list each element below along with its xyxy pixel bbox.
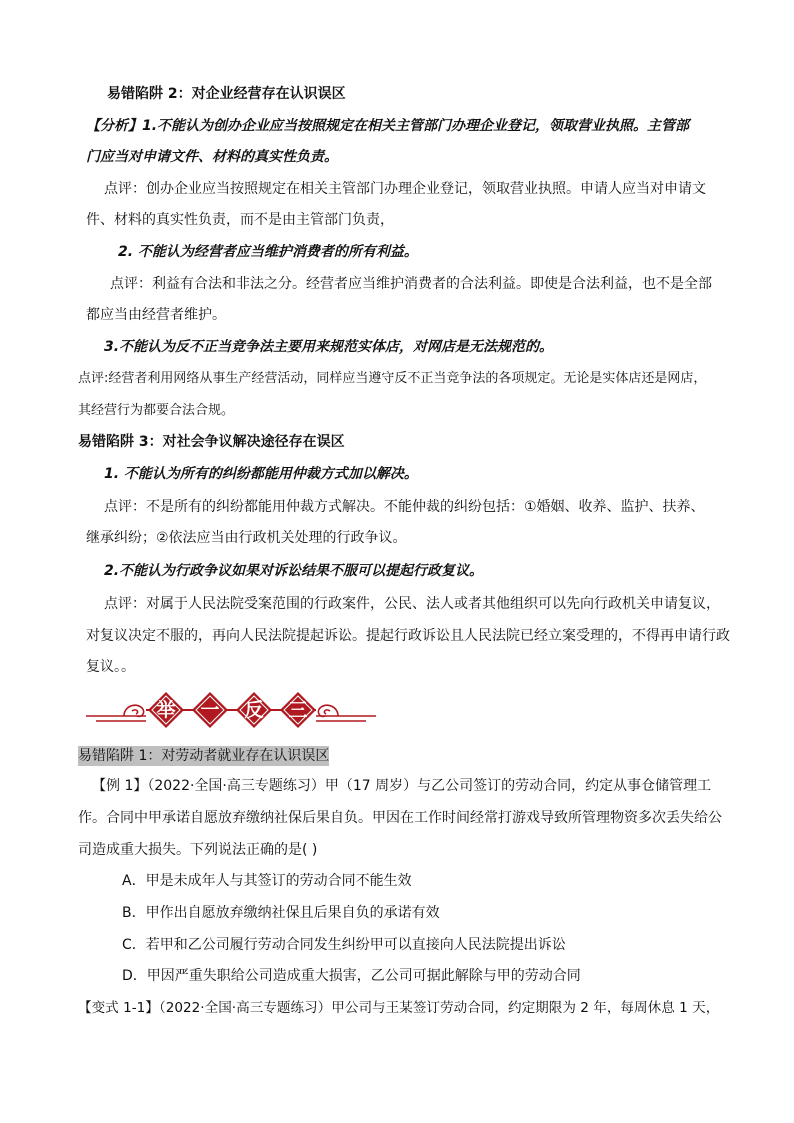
example-question-line3: 司造成重大损失。下列说法正确的是( ) bbox=[78, 842, 318, 858]
banner-char-3: 反 bbox=[244, 699, 264, 721]
example-option-b: B．甲作出自愿放弃缴纳社保且后果自负的承诺有效 bbox=[122, 905, 440, 921]
trap2-analysis-line1: 【分析】1.不能认为创办企业应当按照规定在相关主管部门办理企业登记，领取营业执照。主管部 bbox=[86, 118, 690, 134]
trap3-heading: 易错陷阱 3：对社会争议解决途径存在误区 bbox=[78, 434, 345, 450]
banner-badge-3 bbox=[236, 692, 272, 728]
trap3-comment1-line1: 点评：不是所有的纠纷都能用仲裁方式解决。不能仲裁的纠纷包括：①婚姻、收养、监护、扶养、 bbox=[104, 499, 705, 515]
banner-badge-4 bbox=[280, 692, 316, 728]
banner-decoration bbox=[84, 688, 378, 734]
example-variant-line1: 【变式 1-1】（2022·全国·高三专题练习）甲公司与王某签订劳动合同，约定期限为 2 年，每周休息 1 天， bbox=[78, 1000, 720, 1016]
example-option-d: D．甲因严重失职给公司造成重大损害，乙公司可据此解除与甲的劳动合同 bbox=[122, 968, 581, 984]
trap2-point3: 3.不能认为反不正当竞争法主要用来规范实体店，对网店是无法规范的。 bbox=[104, 339, 554, 355]
trap2-comment2-line1: 点评：利益有合法和非法之分。经营者应当维护消费者的合法利益。即使是合法利益，也不是全部 bbox=[110, 276, 712, 292]
trap2-comment3-line2: 其经营行为都要合法合规。 bbox=[78, 403, 235, 418]
example-option-a: A．甲是未成年人与其签订的劳动合同不能生效 bbox=[122, 873, 412, 889]
banner-badge-2 bbox=[192, 692, 228, 728]
banner-char-1: 举 bbox=[156, 699, 176, 721]
banner-char-4: 三 bbox=[288, 699, 308, 721]
trap3-comment2-line2: 对复议决定不服的，再向人民法院提起诉讼。提起行政诉讼且人民法院已经立案受理的，不得再申请行政 bbox=[86, 628, 730, 644]
banner-char-2: 一 bbox=[200, 699, 220, 721]
trap2-comment2-line2: 都应当由经营者维护。 bbox=[86, 307, 226, 323]
section-banner bbox=[84, 688, 378, 734]
trap2-comment1-line2: 件、材料的真实性负责，而不是由主管部门负责， bbox=[86, 212, 394, 228]
example-trap-heading: 易错陷阱 1：对劳动者就业存在认识误区 bbox=[78, 748, 330, 764]
example-question-line2: 作。合同中甲承诺自愿放弃缴纳社保后果自负。甲因在工作时间经常打游戏导致所管理物资多次丢失给公 bbox=[78, 810, 722, 826]
trap2-comment3-line1: 点评:经营者利用网络从事生产经营活动，同样应当遵守反不正当竞争法的各项规定。无论是实体店还是网店， bbox=[78, 371, 707, 386]
trap3-comment1-line2: 继承纠纷；②依法应当由行政机关处理的行政争议。 bbox=[86, 530, 407, 546]
trap3-comment2-line1: 点评：对属于人民法院受案范围的行政案件，公民、法人或者其他组织可以先向行政机关申请复议， bbox=[104, 596, 720, 612]
trap3-point1: 1. 不能认为所有的纠纷都能用仲裁方式加以解决。 bbox=[104, 466, 418, 482]
trap2-heading: 易错陷阱 2：对企业经营存在认识误区 bbox=[107, 86, 346, 102]
trap2-analysis-line2: 门应当对申请文件、材料的真实性负责。 bbox=[86, 149, 338, 165]
trap2-comment1-line1: 点评：创办企业应当按照规定在相关主管部门办理企业登记，领取营业执照。申请人应当对申请文 bbox=[104, 181, 706, 197]
trap3-comment2-line3: 复议。。 bbox=[86, 659, 135, 675]
example-option-c: C．若甲和乙公司履行劳动合同发生纠纷甲可以直接向人民法院提出诉讼 bbox=[122, 937, 566, 953]
banner-badge-1 bbox=[148, 692, 184, 728]
trap2-point2: 2. 不能认为经营者应当维护消费者的所有利益。 bbox=[118, 244, 418, 260]
example-question-line1: 【例 1】（2022·全国·高三专题练习）甲（17 周岁）与乙公司签订的劳动合同，约定从事仓储管理工 bbox=[92, 778, 712, 794]
trap3-point2: 2.不能认为行政争议如果对诉讼结果不服可以提起行政复议。 bbox=[104, 563, 484, 579]
